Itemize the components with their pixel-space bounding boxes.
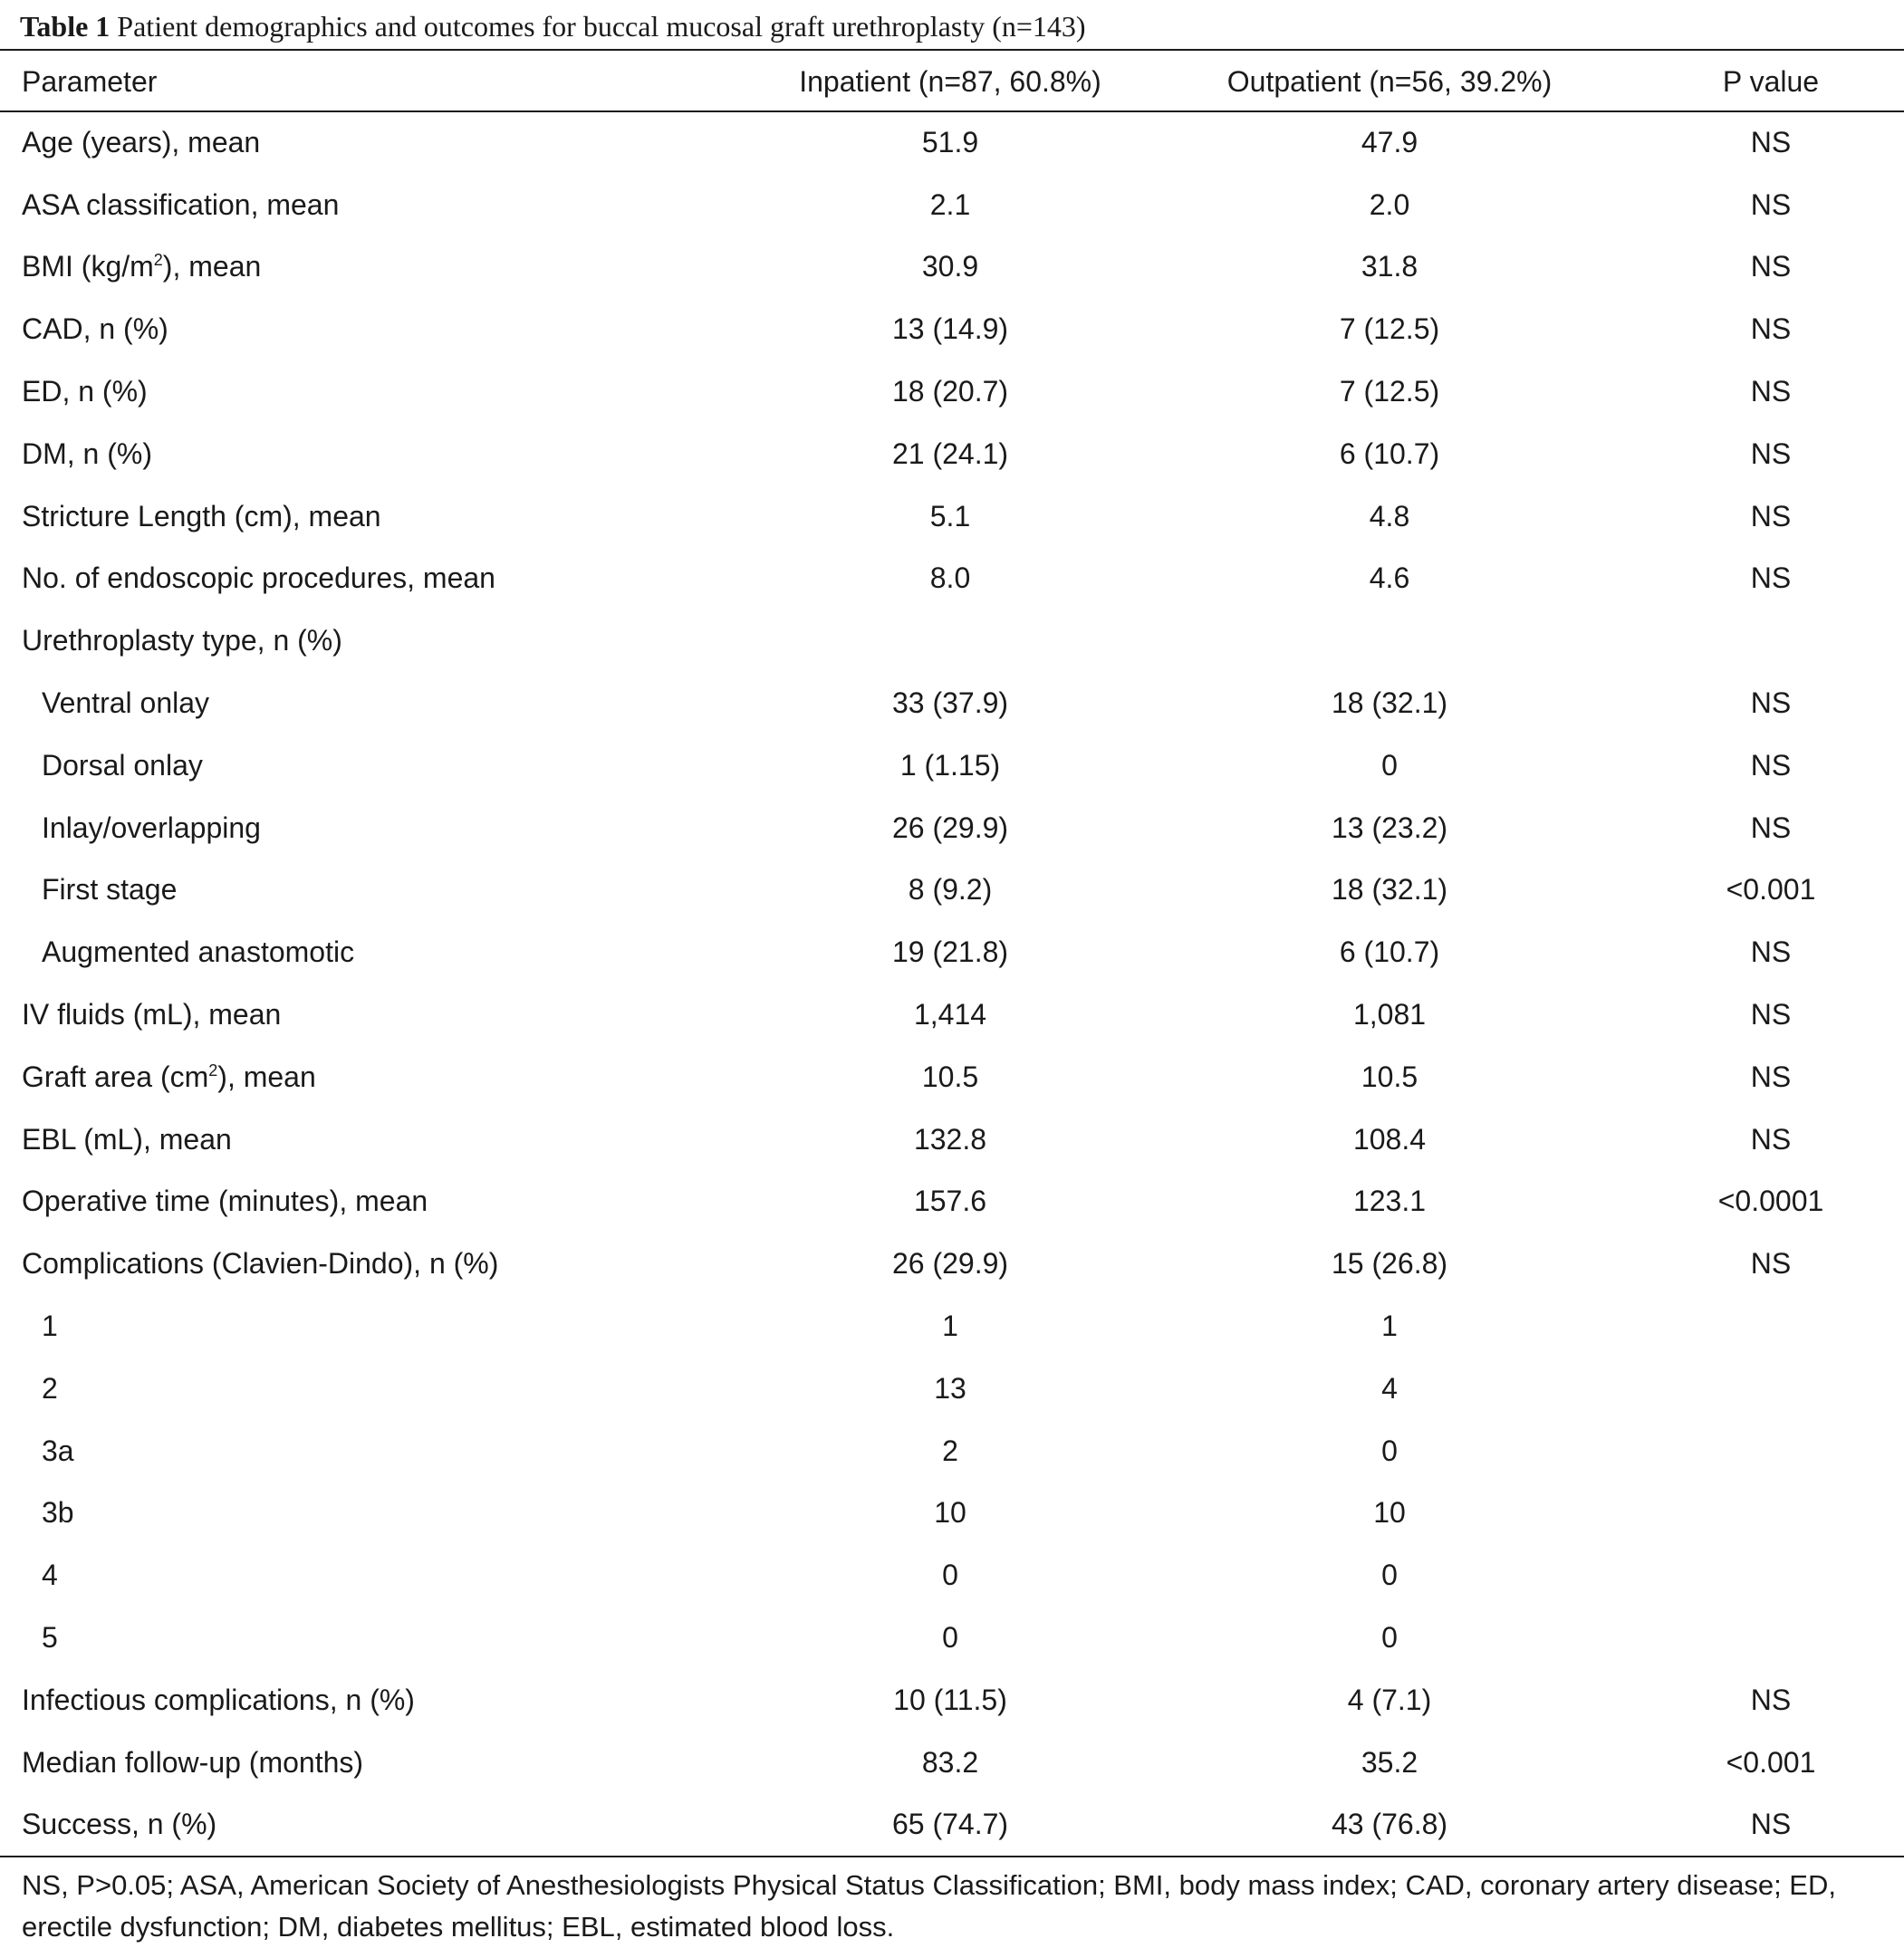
cell-inpatient: 33 (37.9) xyxy=(891,686,1009,720)
parameter-text: BMI (kg/m xyxy=(22,250,154,283)
cell-parameter: IV fluids (mL), mean xyxy=(22,998,282,1032)
table-row xyxy=(0,984,1904,1046)
cell-p-value: NS xyxy=(1750,811,1792,844)
cell-inpatient: 2.1 xyxy=(929,187,971,221)
cell-inpatient: 19 (21.8) xyxy=(891,936,1009,969)
cell-p-value xyxy=(1616,1295,1904,1358)
cell-parameter: Stricture Length (cm), mean xyxy=(22,499,381,533)
cell-parameter: Ventral onlay xyxy=(42,686,210,720)
cell-inpatient: 1,414 xyxy=(913,998,987,1032)
cell-p-value: NS xyxy=(1750,312,1792,346)
cell-outpatient: 1,081 xyxy=(1352,998,1427,1032)
cell-parameter: EBL (mL), mean xyxy=(22,1122,232,1156)
cell-p-value: NS xyxy=(1750,1122,1792,1156)
superscript: 2 xyxy=(208,1060,218,1080)
cell-outpatient: 43 (76.8) xyxy=(1331,1808,1448,1841)
cell-inpatient: 8 (9.2) xyxy=(908,873,993,907)
parameter-text: Graft area (cm xyxy=(22,1060,209,1093)
table-row-grade xyxy=(0,1483,1904,1545)
cell-outpatient: 4 xyxy=(1381,1371,1398,1405)
table-row xyxy=(0,423,1904,485)
cell-p-value xyxy=(1616,1483,1904,1545)
cell-p-value: NS xyxy=(1750,998,1792,1032)
cell-parameter: No. of endoscopic procedures, mean xyxy=(22,561,495,595)
cell-parameter: DM, n (%) xyxy=(22,437,152,470)
cell-p-value: NS xyxy=(1750,748,1792,782)
cell-outpatient: 2.0 xyxy=(1369,187,1410,221)
cell-outpatient xyxy=(1163,609,1616,672)
cell-parameter: 5 xyxy=(42,1621,58,1655)
table-row-subitem xyxy=(0,672,1904,734)
cell-p-value: NS xyxy=(1750,1683,1792,1716)
table-row xyxy=(0,236,1904,299)
cell-outpatient: 0 xyxy=(1381,748,1398,782)
cell-p-value xyxy=(1616,1420,1904,1483)
cell-outpatient: 7 (12.5) xyxy=(1339,312,1440,346)
table-row xyxy=(0,1732,1904,1794)
table-row xyxy=(0,1233,1904,1295)
table-row xyxy=(0,298,1904,360)
cell-inpatient: 26 (29.9) xyxy=(891,1247,1009,1281)
cell-parameter: Age (years), mean xyxy=(22,125,261,158)
cell-p-value: NS xyxy=(1750,187,1792,221)
cell-parameter: Urethroplasty type, n (%) xyxy=(22,624,342,657)
cell-p-value: NS xyxy=(1750,375,1792,408)
parameter-text: ), mean xyxy=(217,1060,316,1093)
cell-p-value: NS xyxy=(1750,1247,1792,1281)
cell-inpatient: 10.5 xyxy=(921,1060,979,1093)
cell-inpatient xyxy=(737,609,1163,672)
data-table xyxy=(0,52,1904,1856)
cell-parameter: CAD, n (%) xyxy=(22,312,168,346)
cell-p-value: NS xyxy=(1750,250,1792,283)
table-row xyxy=(0,1046,1904,1108)
cell-p-value: NS xyxy=(1750,1060,1792,1093)
cell-p-value xyxy=(1616,1607,1904,1669)
cell-outpatient: 4.8 xyxy=(1369,499,1410,533)
top-rule xyxy=(0,49,1904,51)
cell-inpatient: 30.9 xyxy=(921,250,979,283)
cell-outpatient: 0 xyxy=(1381,1621,1398,1655)
cell-inpatient: 26 (29.9) xyxy=(891,811,1009,844)
cell-parameter: ED, n (%) xyxy=(22,375,148,408)
table-body xyxy=(0,111,1904,1856)
cell-p-value xyxy=(1616,1358,1904,1420)
cell-p-value: <0.001 xyxy=(1726,873,1816,907)
table-row-subitem xyxy=(0,921,1904,984)
cell-parameter: Inlay/overlapping xyxy=(42,811,261,844)
cell-inpatient: 0 xyxy=(942,1621,958,1655)
table-row xyxy=(0,485,1904,548)
cell-p-value: NS xyxy=(1750,499,1792,533)
cell-outpatient: 108.4 xyxy=(1352,1122,1427,1156)
superscript: 2 xyxy=(153,251,163,270)
cell-outpatient: 31.8 xyxy=(1361,250,1418,283)
table-row xyxy=(0,1171,1904,1233)
table-row-subitem xyxy=(0,797,1904,859)
cell-p-value: NS xyxy=(1750,1808,1792,1841)
cell-outpatient: 4 (7.1) xyxy=(1347,1683,1432,1716)
cell-p-value: NS xyxy=(1750,125,1792,158)
cell-inpatient: 157.6 xyxy=(913,1185,987,1218)
cell-outpatient: 7 (12.5) xyxy=(1339,375,1440,408)
cell-parameter: ASA classification, mean xyxy=(22,187,340,221)
table-row-grade xyxy=(0,1607,1904,1669)
cell-outpatient: 6 (10.7) xyxy=(1339,437,1440,470)
cell-inpatient: 13 xyxy=(934,1371,966,1405)
cell-p-value: NS xyxy=(1750,686,1792,720)
table-row xyxy=(0,548,1904,610)
cell-outpatient: 15 (26.8) xyxy=(1331,1247,1448,1281)
cell-outpatient: 35.2 xyxy=(1361,1745,1418,1779)
cell-parameter: Success, n (%) xyxy=(22,1808,217,1841)
table-row xyxy=(0,1669,1904,1732)
cell-p-value: <0.001 xyxy=(1726,1745,1816,1779)
table-row-grade xyxy=(0,1295,1904,1358)
header-p-value: P value xyxy=(1722,64,1820,98)
header-parameter: Parameter xyxy=(22,64,158,98)
header-outpatient: Outpatient (n=56, 39.2%) xyxy=(1226,64,1553,98)
cell-parameter: 2 xyxy=(42,1371,58,1405)
cell-parameter: 4 xyxy=(42,1559,58,1592)
table-caption xyxy=(20,5,1886,47)
cell-inpatient: 51.9 xyxy=(921,125,979,158)
caption-text: Patient demographics and outcomes for buccal mucosal graft urethroplasty (n=143) xyxy=(117,10,1086,43)
cell-inpatient: 10 (11.5) xyxy=(893,1683,1007,1716)
cell-inpatient: 21 (24.1) xyxy=(891,437,1009,470)
cell-inpatient: 2 xyxy=(942,1434,958,1467)
cell-parameter: 3b xyxy=(42,1496,74,1530)
cell-p-value: NS xyxy=(1750,561,1792,595)
table-row-grade xyxy=(0,1358,1904,1420)
caption-label: Table 1 xyxy=(20,10,111,43)
cell-p-value: <0.0001 xyxy=(1717,1185,1824,1218)
cell-inpatient: 13 (14.9) xyxy=(891,312,1009,346)
cell-outpatient: 10.5 xyxy=(1361,1060,1418,1093)
cell-outpatient: 4.6 xyxy=(1369,561,1410,595)
cell-outpatient: 13 (23.2) xyxy=(1331,811,1448,844)
cell-parameter: 1 xyxy=(42,1310,58,1343)
cell-outpatient: 0 xyxy=(1381,1559,1398,1592)
cell-outpatient: 1 xyxy=(1381,1310,1398,1343)
cell-outpatient: 0 xyxy=(1381,1434,1398,1467)
cell-inpatient: 8.0 xyxy=(929,561,971,595)
cell-parameter: First stage xyxy=(42,873,178,907)
cell-inpatient: 1 (1.15) xyxy=(899,748,1001,782)
table-row xyxy=(0,111,1904,174)
cell-parameter xyxy=(0,1046,737,1108)
cell-inpatient: 10 xyxy=(934,1496,966,1530)
cell-parameter xyxy=(0,236,737,299)
cell-outpatient: 6 (10.7) xyxy=(1339,936,1440,969)
table-row-grade xyxy=(0,1420,1904,1483)
cell-inpatient: 83.2 xyxy=(921,1745,979,1779)
cell-outpatient: 18 (32.1) xyxy=(1331,873,1448,907)
table-row-subitem xyxy=(0,734,1904,797)
cell-outpatient: 123.1 xyxy=(1352,1185,1427,1218)
parameter-text: ), mean xyxy=(162,250,262,283)
cell-parameter: Complications (Clavien-Dindo), n (%) xyxy=(22,1247,499,1281)
cell-outpatient: 10 xyxy=(1373,1496,1406,1530)
cell-parameter: 3a xyxy=(42,1434,74,1467)
cell-outpatient: 18 (32.1) xyxy=(1331,686,1448,720)
table-row xyxy=(0,174,1904,236)
table-footnote: NS, P>0.05; ASA, American Society of Anesthesiologists Physical Status Classification; BMI, body mass index; CAD, coronary artery disease; ED, erectile dysfunction; DM, diabetes mellitus; EBL, estimated blood loss. xyxy=(22,1869,1836,1943)
cell-p-value: NS xyxy=(1750,437,1792,470)
cell-p-value xyxy=(1616,1544,1904,1607)
cell-inpatient: 0 xyxy=(942,1559,958,1592)
cell-parameter: Infectious complications, n (%) xyxy=(22,1683,415,1716)
table-header xyxy=(0,52,1904,111)
table-row-group-heading xyxy=(0,609,1904,672)
cell-parameter: Operative time (minutes), mean xyxy=(22,1185,428,1218)
table-row-grade xyxy=(0,1544,1904,1607)
cell-inpatient: 132.8 xyxy=(913,1122,987,1156)
cell-inpatient: 5.1 xyxy=(929,499,971,533)
table-row xyxy=(0,1794,1904,1857)
cell-inpatient: 18 (20.7) xyxy=(891,375,1009,408)
header-inpatient: Inpatient (n=87, 60.8%) xyxy=(799,64,1101,98)
cell-p-value: NS xyxy=(1750,936,1792,969)
cell-inpatient: 65 (74.7) xyxy=(891,1808,1009,1841)
table-row-subitem xyxy=(0,859,1904,922)
cell-parameter: Median follow-up (months) xyxy=(22,1745,364,1779)
cell-outpatient: 47.9 xyxy=(1361,125,1418,158)
cell-inpatient: 1 xyxy=(942,1310,958,1343)
cell-p-value xyxy=(1616,609,1904,672)
cell-parameter: Augmented anastomotic xyxy=(42,936,355,969)
table-row xyxy=(0,360,1904,423)
cell-parameter: Dorsal onlay xyxy=(42,748,203,782)
table-row xyxy=(0,1108,1904,1171)
header-row xyxy=(0,52,1904,111)
